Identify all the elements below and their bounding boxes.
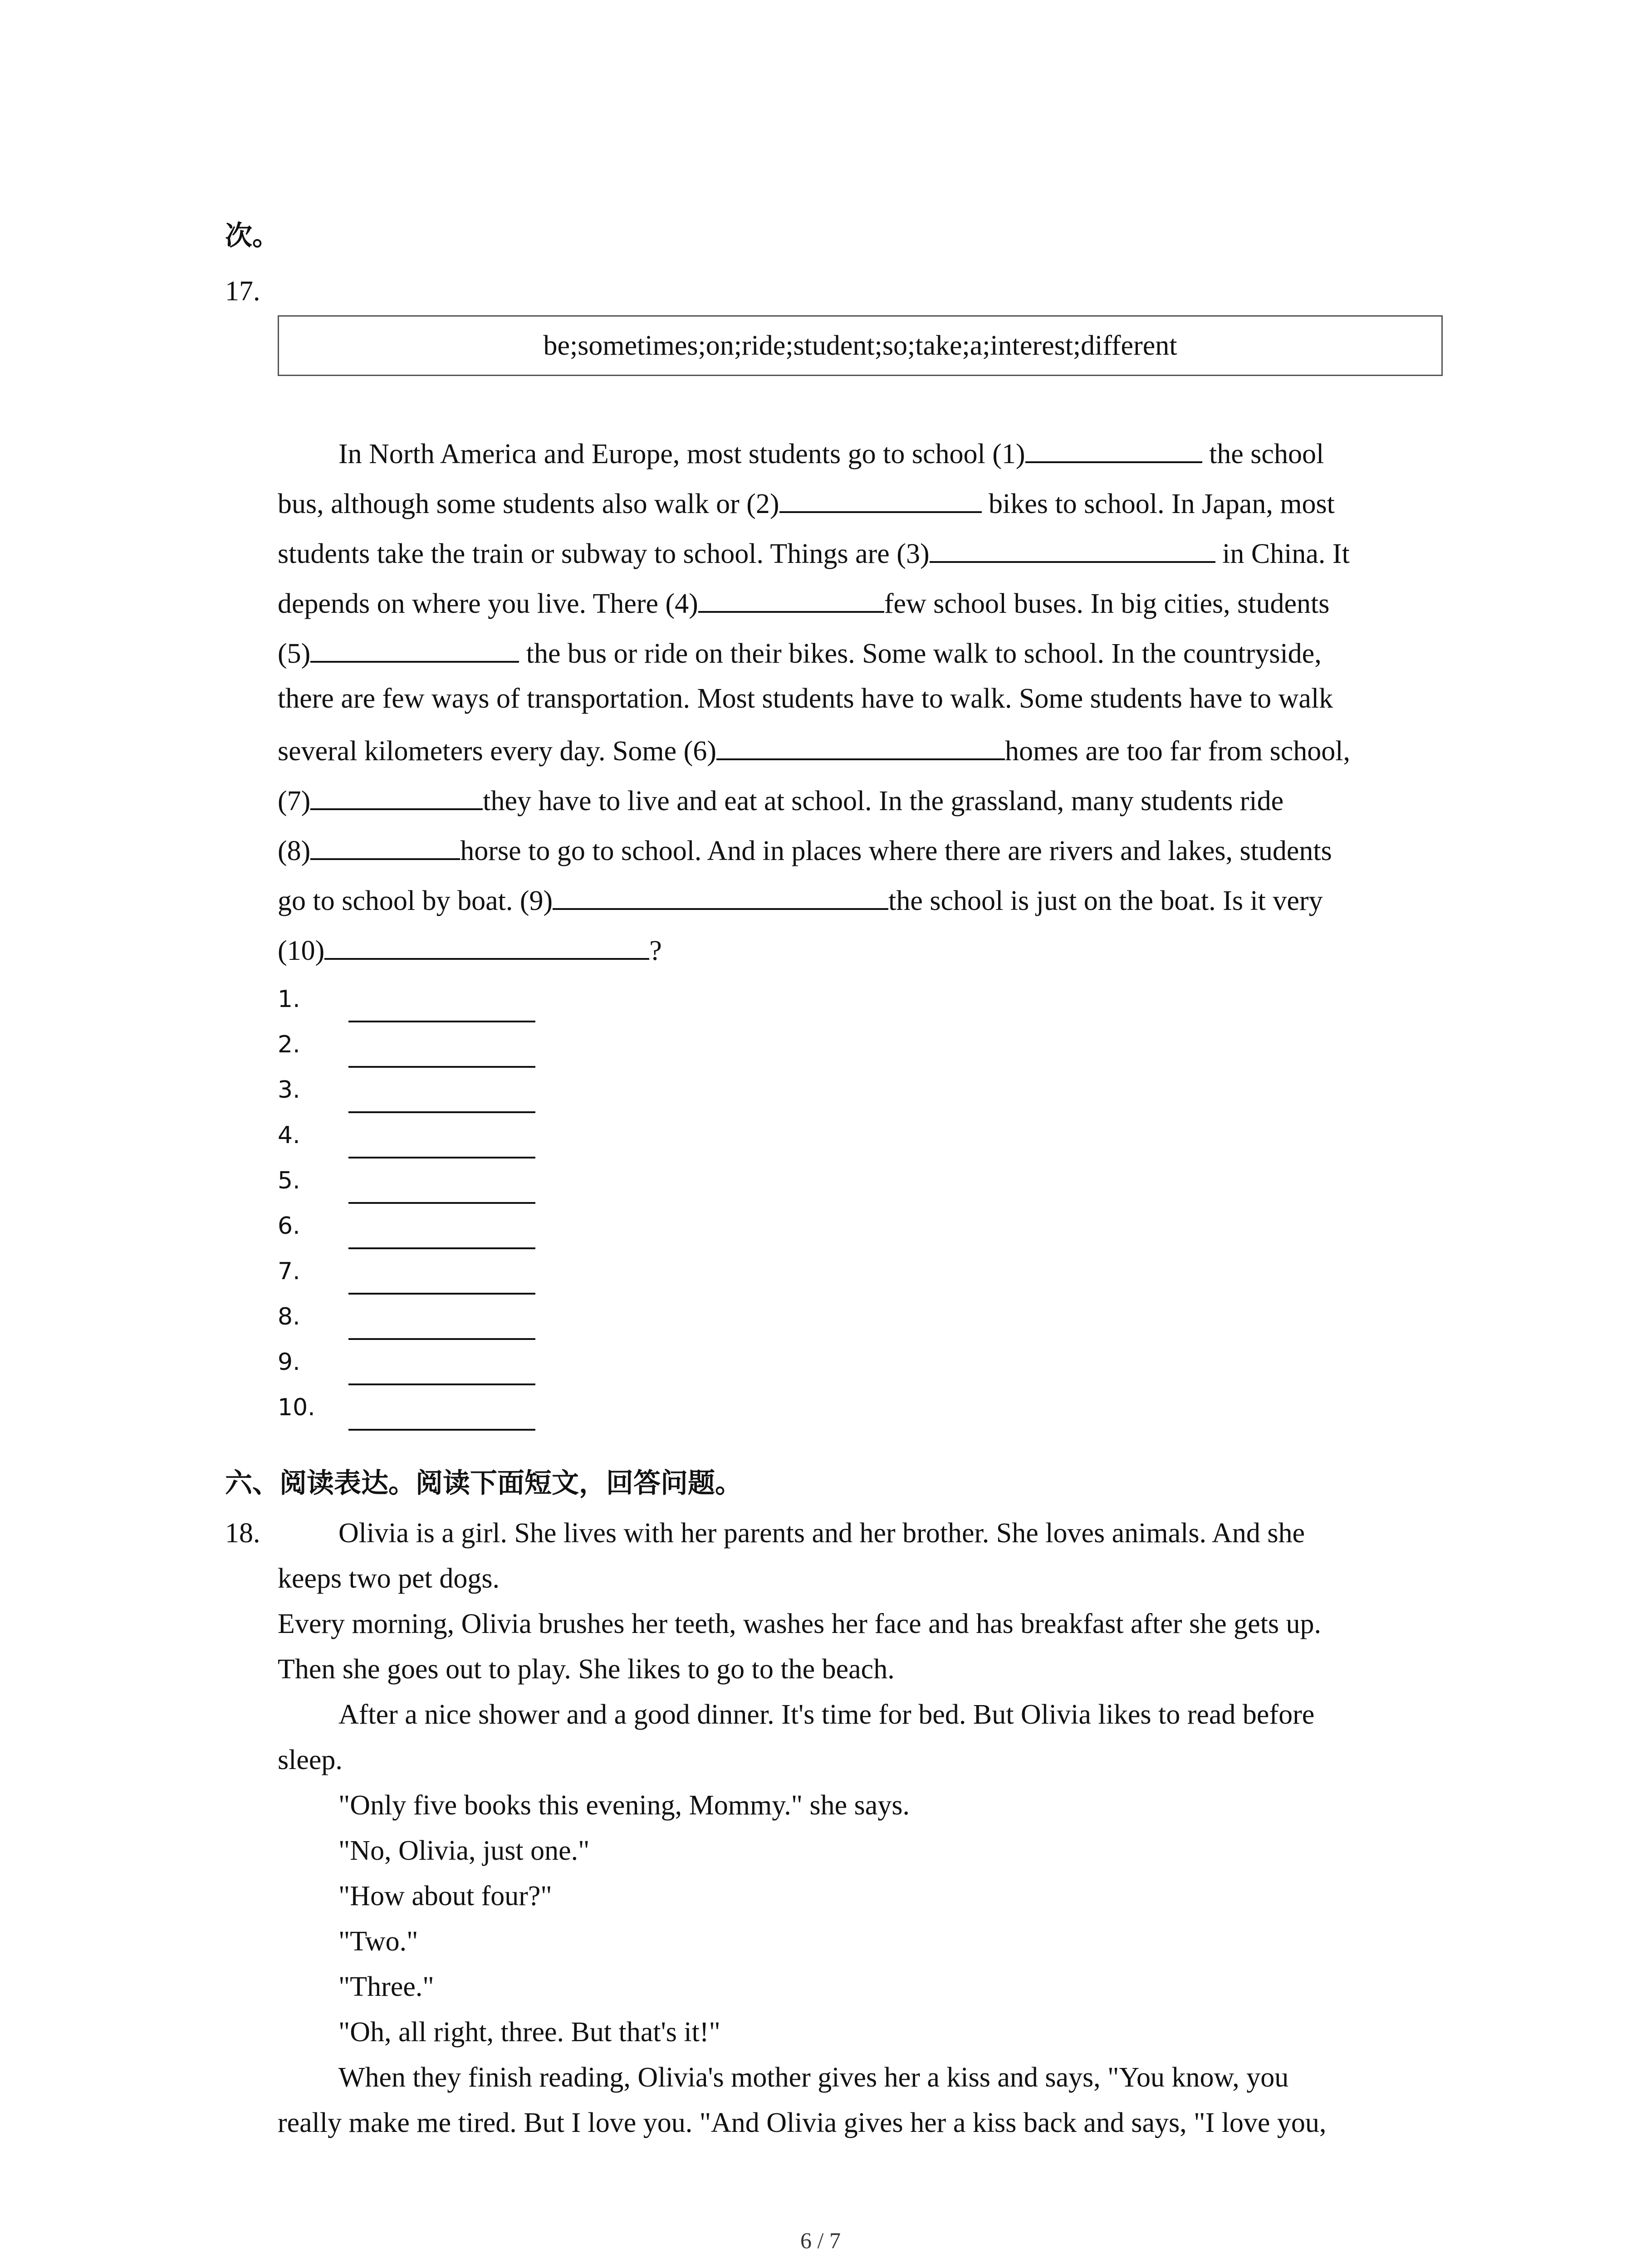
question-18-number: 18. xyxy=(225,1518,260,1549)
answer-number-1: 1. xyxy=(278,986,300,1013)
blank-6[interactable] xyxy=(716,730,1005,760)
answer-line-6[interactable] xyxy=(348,1247,535,1249)
passage-line: "How about four?" xyxy=(338,1881,552,1911)
answer-line-3[interactable] xyxy=(348,1111,535,1113)
passage-line: When they finish reading, Olivia's mother gives her a kiss and says, "You know, you xyxy=(338,2062,1289,2093)
blank-10[interactable] xyxy=(324,930,649,960)
passage-line: depends on where you live. There (4) few school buses. In big cities, students xyxy=(278,583,1439,622)
answer-line-10[interactable] xyxy=(348,1429,535,1431)
blank-3[interactable] xyxy=(930,533,1215,563)
blank-2[interactable] xyxy=(779,483,982,513)
passage-line: bus, although some students also walk or (2) bikes to school. In Japan, most xyxy=(278,483,1439,522)
passage-line: "No, Olivia, just one." xyxy=(338,1835,590,1866)
blank-8[interactable] xyxy=(310,830,460,860)
passage-line: (10) ? xyxy=(278,930,1439,969)
answer-line-1[interactable] xyxy=(348,1021,535,1022)
page-number: 6 / 7 xyxy=(800,2228,841,2253)
passage-line: there are few ways of transportation. Most students have to walk. Some students have to walk xyxy=(278,683,1333,714)
blank-9[interactable] xyxy=(553,880,888,910)
word-bank-text: be;sometimes;on;ride;student;so;take;a;interest;different xyxy=(543,330,1177,361)
answer-number-10: 10. xyxy=(278,1394,315,1421)
blank-1[interactable] xyxy=(1025,433,1202,463)
passage-line: After a nice shower and a good dinner. It's time for bed. But Olivia likes to read before xyxy=(338,1699,1315,1730)
answer-number-7: 7. xyxy=(278,1258,300,1285)
section-tail-text: 次。 xyxy=(225,220,279,252)
answer-number-4: 4. xyxy=(278,1122,300,1149)
passage-line: (8) horse to go to school. And in places where there are rivers and lakes, students xyxy=(278,830,1439,869)
blank-7[interactable] xyxy=(310,780,483,810)
answer-number-2: 2. xyxy=(278,1031,300,1058)
passage-line: "Oh, all right, three. But that's it!" xyxy=(338,2017,720,2048)
question-17-number: 17. xyxy=(225,276,260,307)
passage-line: really make me tired. But I love you. "And Olivia gives her a kiss back and says, "I love you, xyxy=(278,2107,1327,2138)
passage-line: (5) the bus or ride on their bikes. Some walk to school. In the countryside, xyxy=(278,633,1439,672)
answer-number-6: 6. xyxy=(278,1212,300,1240)
section-6-title: 六、阅读表达。阅读下面短文，回答问题。 xyxy=(225,1467,742,1499)
passage-line: keeps two pet dogs. xyxy=(278,1563,500,1594)
answer-line-9[interactable] xyxy=(348,1383,535,1385)
answer-number-9: 9. xyxy=(278,1349,300,1376)
passage-line: several kilometers every day. Some (6) homes are too far from school, xyxy=(278,730,1439,769)
passage-line: Olivia is a girl. She lives with her parents and her brother. She loves animals. And she xyxy=(338,1518,1305,1549)
answer-line-5[interactable] xyxy=(348,1202,535,1204)
word-bank-box xyxy=(278,315,1443,376)
passage-line: In North America and Europe, most students go to school (1) the school xyxy=(338,433,1441,472)
passage-line: "Two." xyxy=(338,1926,418,1957)
answer-number-5: 5. xyxy=(278,1167,300,1194)
passage-line: students take the train or subway to school. Things are (3) in China. It xyxy=(278,533,1439,572)
passage-line: go to school by boat. (9) the school is just on the boat. Is it very xyxy=(278,880,1439,919)
answer-number-3: 3. xyxy=(278,1076,300,1104)
passage-line: Every morning, Olivia brushes her teeth, washes her face and has breakfast after she gets up. xyxy=(278,1608,1322,1639)
answer-line-8[interactable] xyxy=(348,1338,535,1340)
answer-line-7[interactable] xyxy=(348,1293,535,1295)
passage-line: Then she goes out to play. She likes to go to the beach. xyxy=(278,1654,895,1685)
passage-line: sleep. xyxy=(278,1745,343,1775)
passage-line: (7) they have to live and eat at school. In the grassland, many students ride xyxy=(278,780,1439,819)
blank-5[interactable] xyxy=(310,633,519,663)
blank-4[interactable] xyxy=(698,583,884,613)
passage-line: "Only five books this evening, Mommy." she says. xyxy=(338,1790,910,1821)
answer-number-8: 8. xyxy=(278,1303,300,1330)
answer-line-2[interactable] xyxy=(348,1066,535,1068)
answer-line-4[interactable] xyxy=(348,1157,535,1158)
passage-line: "Three." xyxy=(338,1971,434,2002)
